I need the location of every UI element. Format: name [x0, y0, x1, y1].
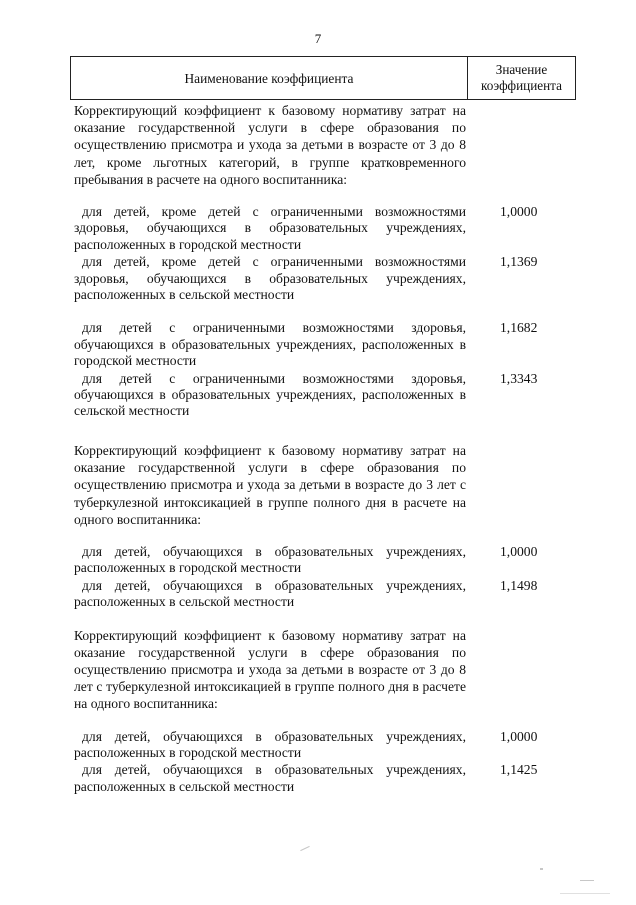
- coefficient-content: [74, 102, 538, 795]
- coefficient-row: [74, 254, 538, 303]
- coefficient-row: [74, 320, 538, 369]
- header-value-label-line1: Значение: [495, 62, 548, 77]
- coefficient-section: [74, 627, 538, 796]
- row-description: для детей, обучающихся в образовательных учреждениях, расположенных в городской местности: [74, 543, 466, 576]
- header-value-label-line2: коэффициента: [481, 78, 562, 93]
- row-value: 1,1425: [500, 762, 538, 778]
- row-value: 1,1498: [500, 577, 538, 593]
- coefficient-section: [74, 442, 538, 611]
- row-description: для детей, обучающихся в образовательных учреждениях, расположенных в городской местности: [74, 728, 466, 760]
- section-title: Корректирующий коэффициент к базовому нормативу затрат на оказание государственной услуги в сфере образования по осуществлению присмотра и ухода за детьми в возрасте до 3 лет с туберкулезной интоксикацией в группе полного дня в расчете на одного воспитанника:: [74, 442, 466, 527]
- section-title: Корректирующий коэффициент к базовому нормативу затрат на оказание государственной услуги в сфере образования по осуществлению присмотра и ухода за детьми в возрасте от 3 до 8 лет, кроме льготных категорий, в группе кратковременного пребывания в расчете на одного воспитанника:: [74, 103, 466, 187]
- row-value: 1,0000: [500, 728, 538, 744]
- header-value-cell: [468, 57, 575, 99]
- scan-mark: [560, 893, 610, 894]
- row-value: 1,3343: [500, 370, 538, 386]
- coefficient-row: [74, 577, 538, 611]
- header-name-label: Наименование коэффициента: [71, 57, 468, 99]
- coefficient-row: [74, 370, 538, 420]
- row-description: для детей с ограниченными возможностями здоровья, обучающихся в образовательных учреждениях, расположенных в сельской местности: [74, 370, 466, 419]
- row-description: для детей с ограниченными возможностями здоровья, обучающихся в образовательных учреждениях, расположенных в городской местности: [74, 320, 466, 369]
- row-value: 1,0000: [500, 204, 538, 220]
- coefficient-row: [74, 204, 538, 253]
- coefficient-row: [74, 762, 538, 795]
- coefficient-row: [74, 728, 538, 762]
- row-value: 1,0000: [500, 543, 538, 559]
- section-title: Корректирующий коэффициент к базовому нормативу затрат на оказание государственной услуги в сфере образования по осуществлению присмотра и ухода за детьми в возрасте от 3 до 8 лет с туберкулезной интоксикацией в группе полного дня в расчете на одного воспитанника:: [74, 627, 466, 712]
- scan-mark: [580, 880, 594, 881]
- row-description: для детей, кроме детей с ограниченными возможностями здоровья, обучающихся в образовательных учреждениях, расположенных в городской местности: [74, 204, 466, 252]
- row-description: для детей, обучающихся в образовательных учреждениях, расположенных в сельской местности: [74, 762, 466, 794]
- coefficient-section: [74, 102, 538, 420]
- row-value: 1,1369: [500, 254, 538, 270]
- scan-mark: [300, 846, 309, 851]
- table-header: [70, 56, 576, 100]
- coefficient-row: [74, 543, 538, 577]
- page-number: 7: [314, 31, 322, 46]
- row-description: для детей, кроме детей с ограниченными возможностями здоровья, обучающихся в образовательных учреждениях, расположенных в сельской местности: [74, 254, 466, 303]
- scan-mark: [540, 868, 543, 870]
- row-value: 1,1682: [500, 320, 538, 336]
- row-description: для детей, обучающихся в образовательных учреждениях, расположенных в сельской местности: [74, 577, 466, 610]
